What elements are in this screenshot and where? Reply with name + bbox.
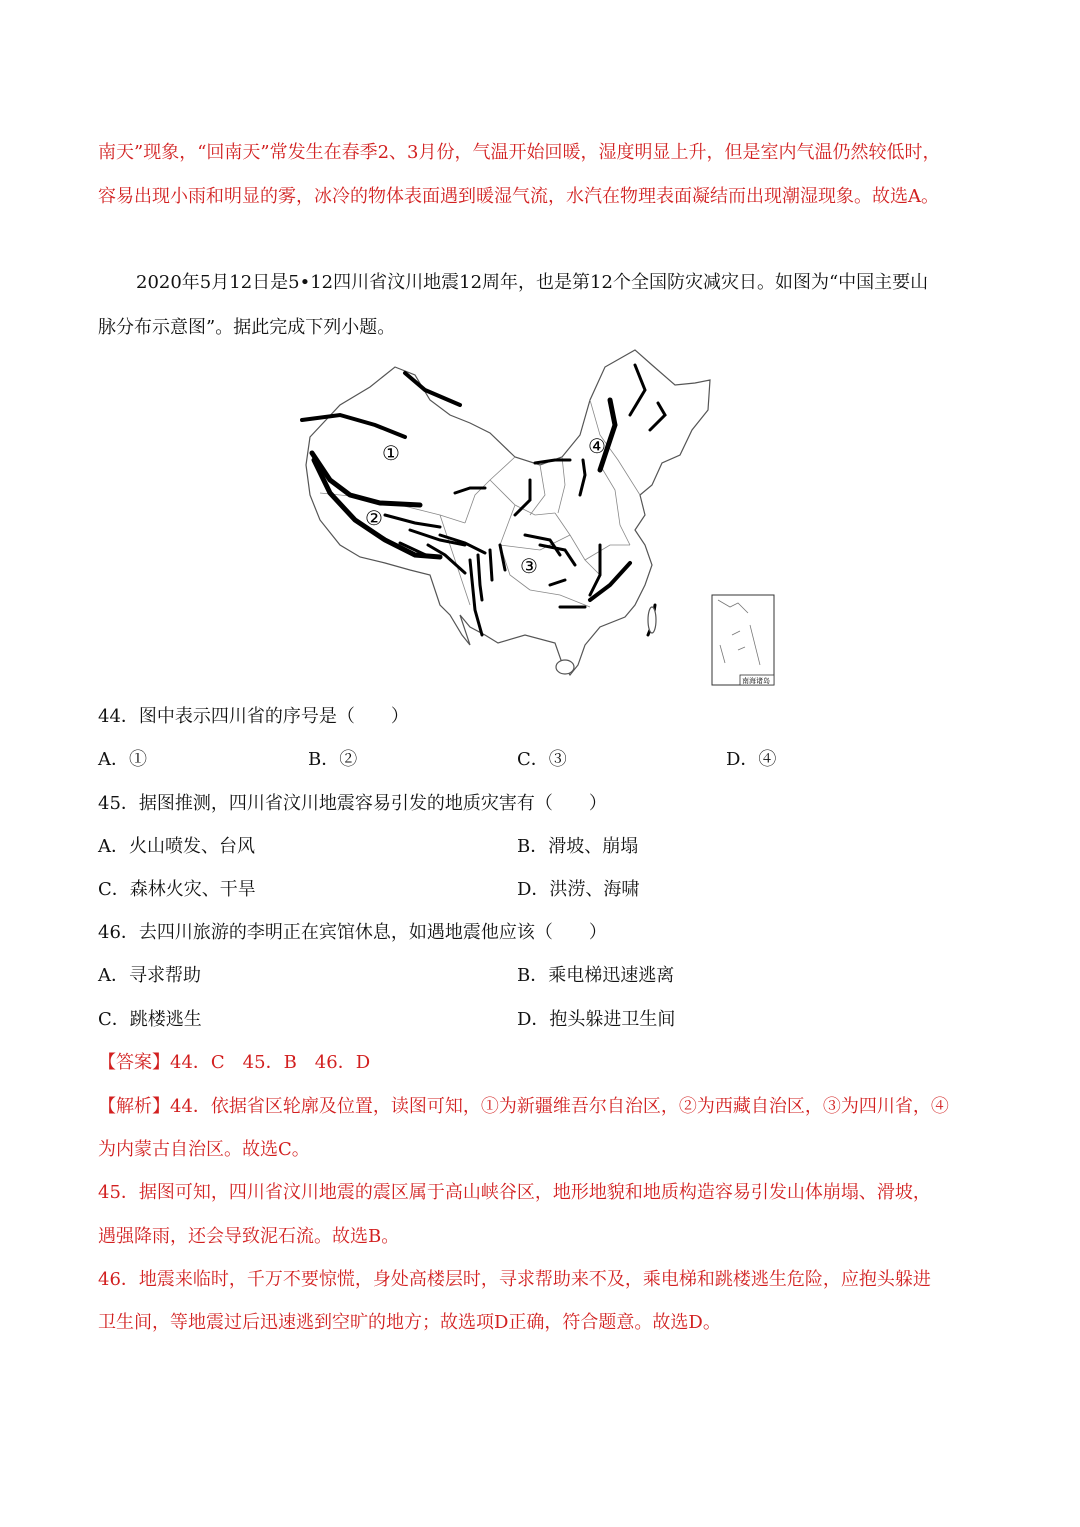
question-45-stem: 45．据图推测，四川省汶川地震容易引发的地质灾害有（ ） <box>98 793 607 814</box>
question-44-stem: 44．图中表示四川省的序号是（ ） <box>98 706 409 727</box>
map-label-4: ④ <box>588 434 606 458</box>
q44-option-c: C．③ <box>517 749 567 770</box>
analysis-46-line-2: 卫生间，等地震过后迅速逃到空旷的地方；故选项D正确，符合题意。故选D。 <box>98 1312 721 1333</box>
analysis-tag: 【解析】 <box>98 1096 170 1117</box>
question-46-stem: 46．去四川旅游的李明正在宾馆休息，如遇地震他应该（ ） <box>98 922 607 943</box>
passage-line-1: 2020年5月12日是5•12四川省汶川地震12周年，也是第12个全国防灾减灾日。如图为“中国主要山 <box>136 272 929 293</box>
map-label-2: ② <box>365 506 383 530</box>
q46-option-b: B．乘电梯迅速逃离 <box>517 965 675 986</box>
q44-option-d: D．④ <box>726 749 777 770</box>
q46-option-d: D．抱头躲进卫生间 <box>517 1009 676 1030</box>
q45-option-a: A．火山喷发、台风 <box>98 836 255 857</box>
analysis-46-line-1: 46．地震来临时，千万不要惊慌，身处高楼层时，寻求帮助来不及，乘电梯和跳楼逃生危险，应抱头躲进 <box>98 1269 931 1290</box>
q45-option-b: B．滑坡、崩塌 <box>517 836 639 857</box>
analysis-44-line-1 <box>98 1092 949 1118</box>
map-label-3: ③ <box>520 554 538 578</box>
inset-label: 南海诸岛 <box>742 677 770 685</box>
answer-tag: 【答案】 <box>98 1052 170 1073</box>
answer-text: 44．C 45．B 46．D <box>170 1052 371 1073</box>
answer-line <box>98 1048 370 1074</box>
q46-option-a: A．寻求帮助 <box>98 965 201 986</box>
analysis-45-line-2: 遇强降雨，还会导致泥石流。故选B。 <box>98 1226 400 1247</box>
q45-option-d: D．洪涝、海啸 <box>517 879 640 900</box>
map-label-1: ① <box>382 441 400 465</box>
q46-option-c: C．跳楼逃生 <box>98 1009 202 1030</box>
analysis-45-line-1: 45．据图可知，四川省汶川地震的震区属于高山峡谷区，地形地貌和地质构造容易引发山体崩塌、滑坡， <box>98 1182 931 1203</box>
q44-option-b: B．② <box>308 749 358 770</box>
q45-option-c: C．森林火灾、干旱 <box>98 879 256 900</box>
analysis-44-line-2: 为内蒙古自治区。故选C。 <box>98 1139 310 1160</box>
q44-option-a: A．① <box>98 749 147 770</box>
explanation-line-1: 南天”现象，“回南天”常发生在春季2、3月份，气温开始回暖，湿度明显上升，但是室内气温仍然较低时， <box>98 142 941 163</box>
explanation-line-2: 容易出现小雨和明显的雾，冰冷的物体表面遇到暖湿气流，水汽在物理表面凝结而出现潮湿现象。故选A。 <box>98 186 939 207</box>
passage-line-2: 脉分布示意图”。据此完成下列小题。 <box>98 317 396 338</box>
china-mountains-map <box>300 345 780 690</box>
analysis-44-text: 44．依据省区轮廓及位置，读图可知，①为新疆维吾尔自治区，②为西藏自治区，③为四川省，④ <box>170 1096 949 1117</box>
